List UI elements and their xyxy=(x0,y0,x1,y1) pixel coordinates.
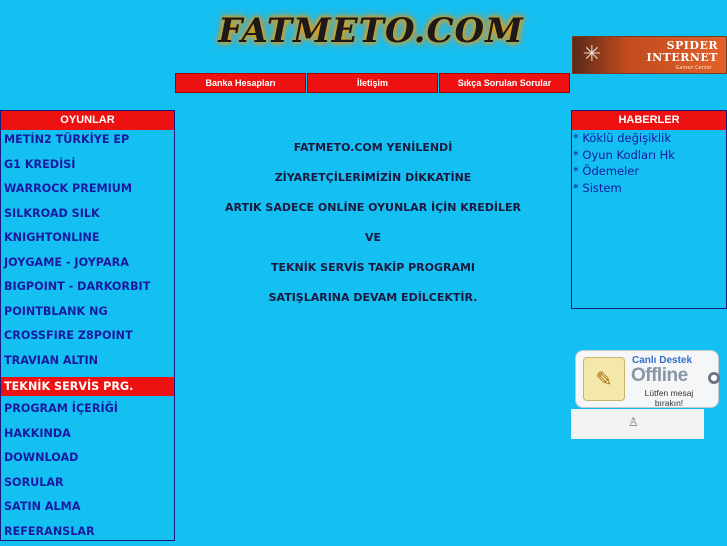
menu-item[interactable]: G1 KREDİSİ xyxy=(1,155,174,180)
announcement-line: ARTIK SADECE ONLİNE OYUNLAR İÇİN KREDİLER xyxy=(176,193,570,223)
menu-item[interactable]: TRAVIAN ALTIN xyxy=(1,351,174,376)
menu-item[interactable]: BIGPOINT - DARKORBIT xyxy=(1,277,174,302)
announcement-line: SATIŞLARINA DEVAM EDİLCEKTİR. xyxy=(176,283,570,313)
announcement-line: TEKNİK SERVİS TAKİP PROGRAMI xyxy=(176,253,570,283)
announcement-line: VE xyxy=(176,223,570,253)
menu-item[interactable]: CROSSFIRE Z8POINT xyxy=(1,326,174,351)
menu-item[interactable]: SORULAR xyxy=(1,473,174,498)
spider-icon: ✳ xyxy=(579,41,605,69)
menu-item[interactable]: WARROCK PREMIUM xyxy=(1,179,174,204)
live-support-message xyxy=(628,388,710,408)
news-heading: HABERLER xyxy=(572,111,726,130)
menu-item[interactable]: PROGRAM İÇERİĞİ xyxy=(1,399,174,424)
menu-item[interactable]: TEKNİK SERVİS PRG. xyxy=(1,377,174,396)
menu-item[interactable]: KNIGHTONLINE xyxy=(1,228,174,253)
live-support-message-line2: bırakın! xyxy=(628,398,710,408)
news-item[interactable]: * Köklü değişiklik xyxy=(572,130,726,147)
nav-contact[interactable]: İletişim xyxy=(307,73,438,93)
menu-item[interactable]: JOYGAME - JOYPARA xyxy=(1,253,174,278)
logo-text: FATMETO.COM xyxy=(218,11,524,51)
live-support-status: Offline xyxy=(631,365,688,387)
menu-item[interactable]: DOWNLOAD xyxy=(1,448,174,473)
news-item[interactable]: * Sistem xyxy=(572,180,726,197)
status-dot-icon: ● xyxy=(708,372,720,384)
announcement xyxy=(176,133,570,313)
menu-item[interactable]: HAKKINDA xyxy=(1,424,174,449)
banner-title-line2: INTERNET xyxy=(646,52,718,64)
games-menu-heading: OYUNLAR xyxy=(1,111,174,130)
menu-item[interactable]: SATIN ALMA xyxy=(1,497,174,522)
menu-item[interactable]: METİN2 TÜRKİYE EP xyxy=(1,130,174,155)
announcement-line: ZİYARETÇİLERİMİZİN DİKKATİNE xyxy=(176,163,570,193)
site-logo[interactable] xyxy=(232,2,510,60)
games-menu xyxy=(0,110,175,541)
live-support-title: Canlı Destek xyxy=(632,355,692,366)
user-icon: ♙ xyxy=(628,415,639,429)
news-item[interactable]: * Oyun Kodları Hk xyxy=(572,147,726,164)
banner-subtitle: Gamen Center xyxy=(676,65,712,71)
announcement-line: FATMETO.COM YENİLENDİ xyxy=(176,133,570,163)
banner-title xyxy=(646,40,718,64)
banner-title-line1: SPIDER xyxy=(646,40,718,52)
top-navigation xyxy=(175,73,571,93)
menu-item[interactable]: REFERANSLAR xyxy=(1,522,174,546)
spider-internet-banner[interactable] xyxy=(572,36,727,74)
news-item[interactable]: * Ödemeler xyxy=(572,163,726,180)
nav-bank-accounts[interactable]: Banka Hesapları xyxy=(175,73,306,93)
live-support-message-line1: Lütfen mesaj xyxy=(628,388,710,398)
live-support-widget[interactable] xyxy=(575,350,719,408)
note-icon: ✎ xyxy=(583,357,625,401)
nav-faq[interactable]: Sıkça Sorulan Sorular xyxy=(439,73,570,93)
menu-item[interactable]: SILKROAD SILK xyxy=(1,204,174,229)
menu-item[interactable]: POINTBLANK NG xyxy=(1,302,174,327)
user-box[interactable] xyxy=(571,409,704,439)
news-panel xyxy=(571,110,727,309)
